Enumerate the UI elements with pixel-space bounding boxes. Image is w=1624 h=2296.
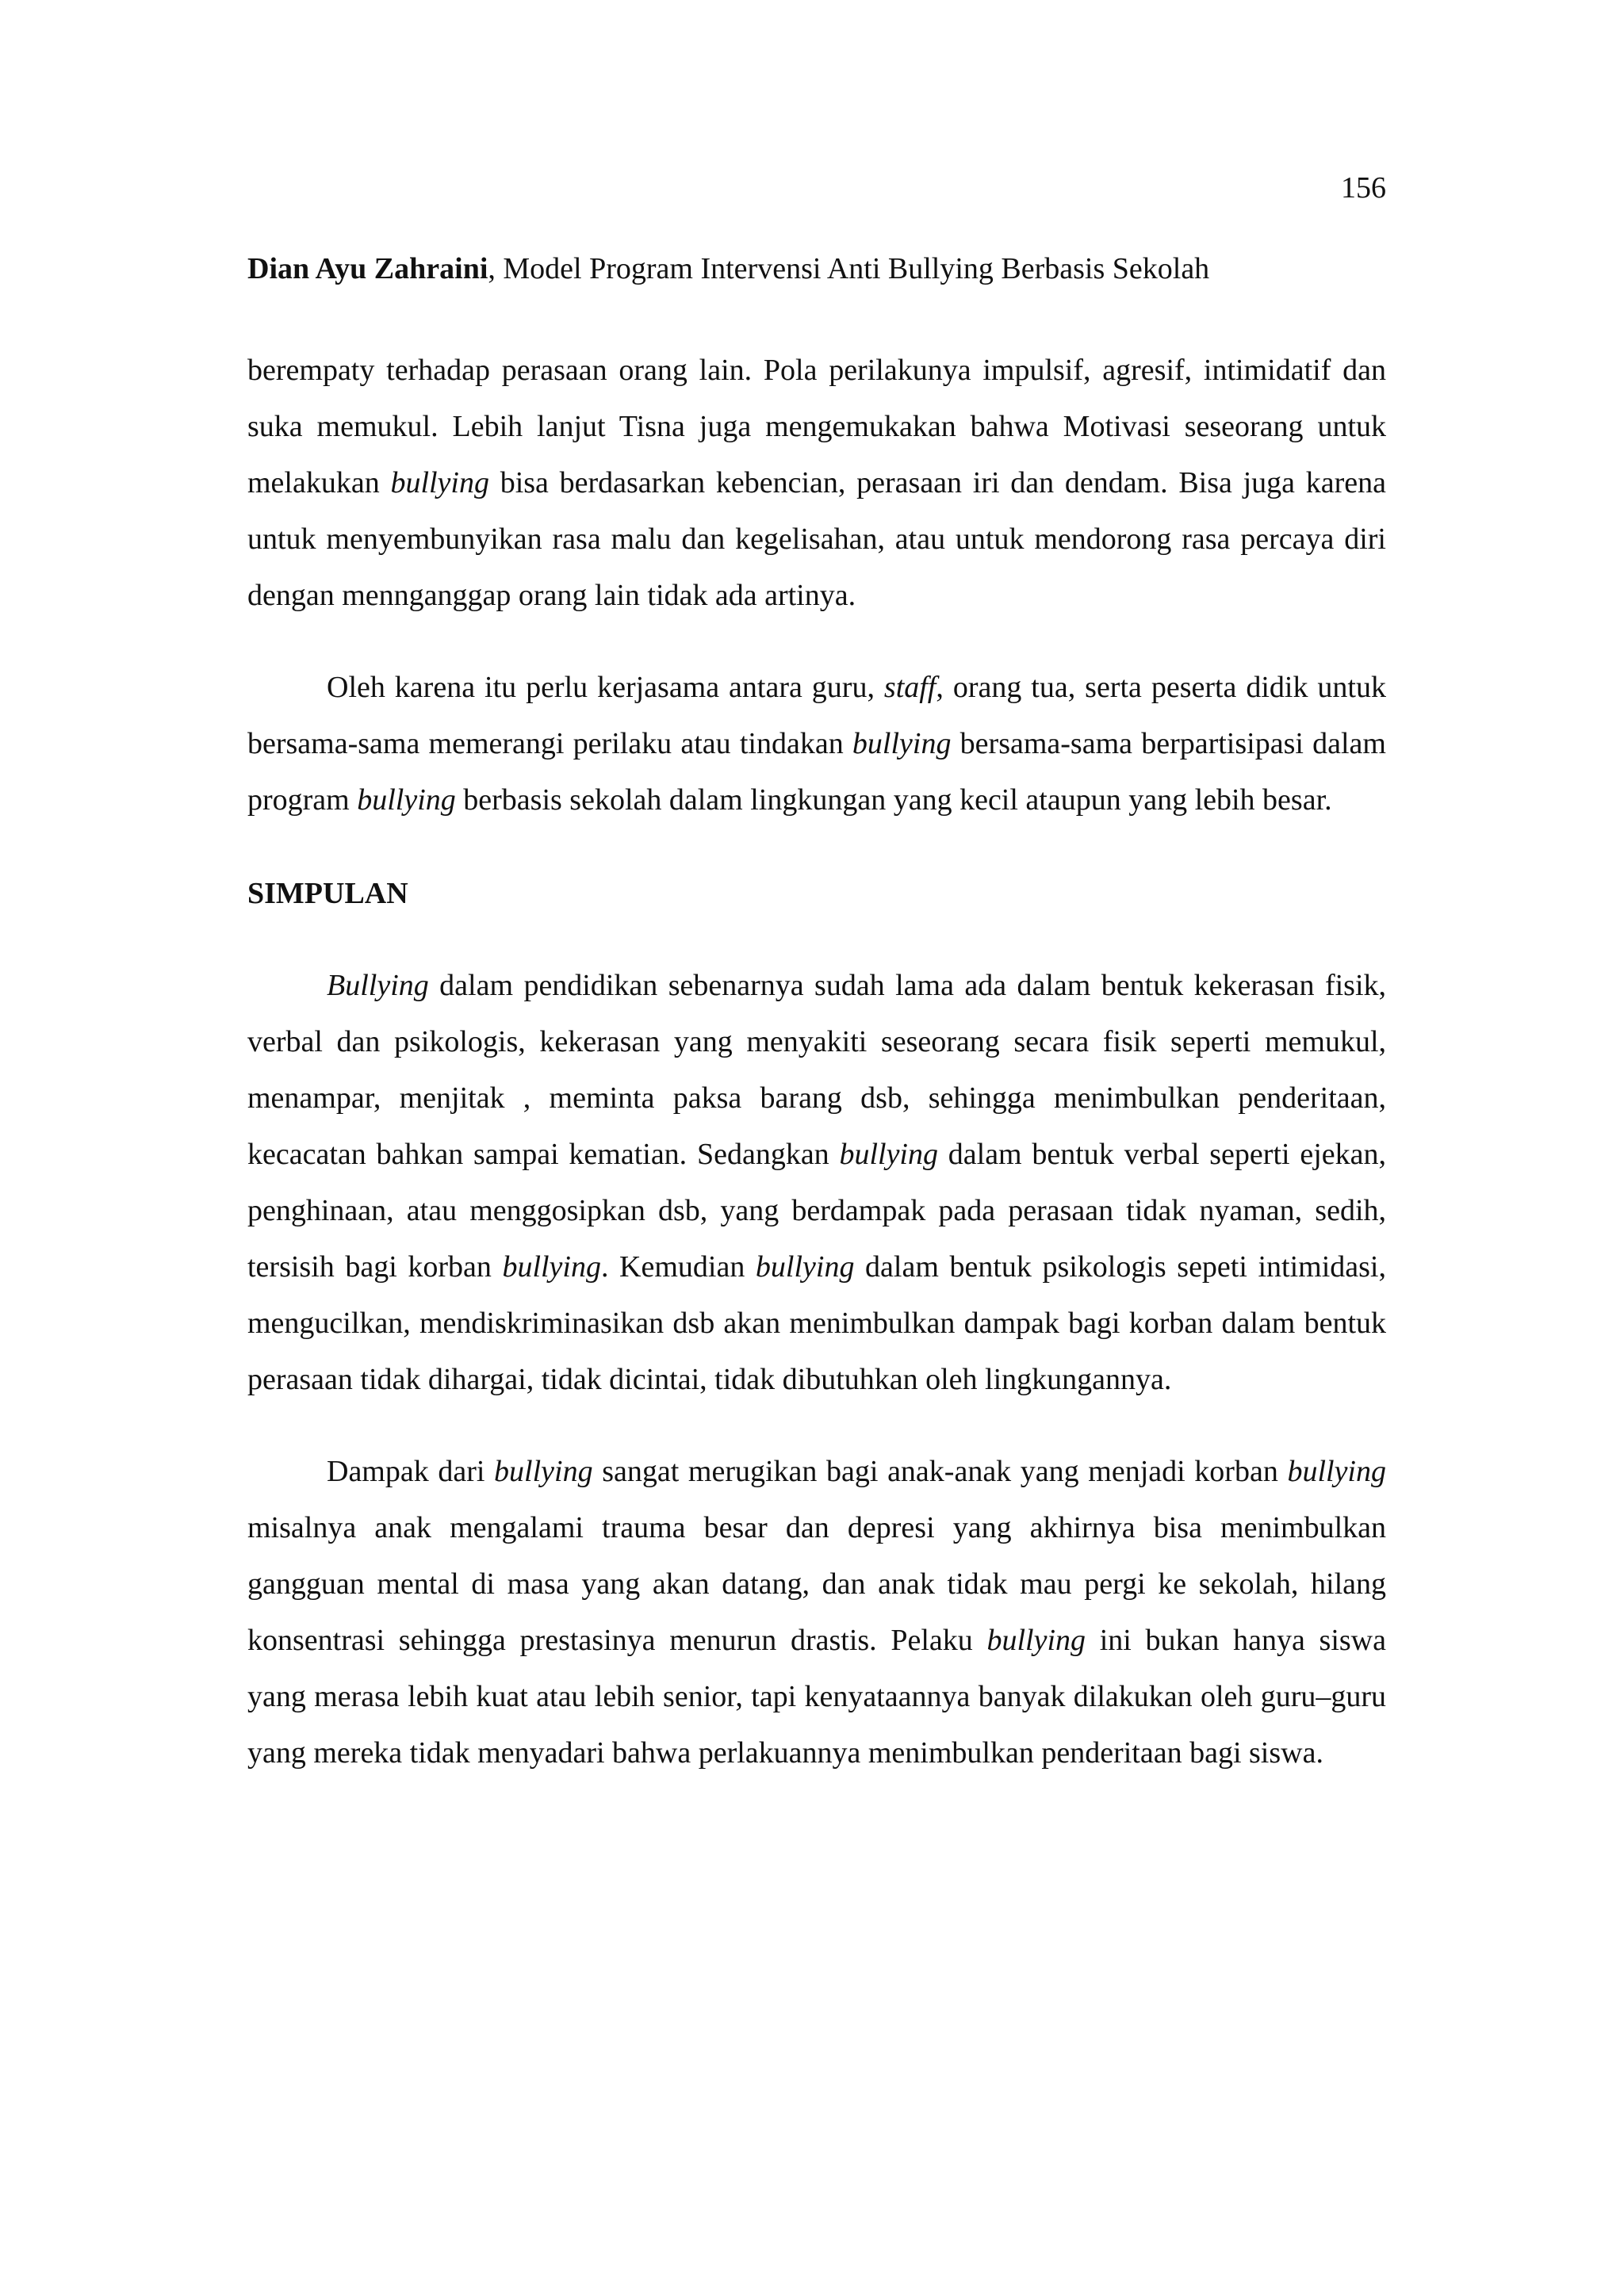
header-title: , Model Program Intervensi Anti Bullying Berbasis Sekolah <box>488 252 1210 285</box>
text-run: dalam bentuk psikologis sepeti intimidasi, mengucilkan, mendiskriminasikan dsb akan menimbulkan dampak bagi korban dalam bentuk perasaan tidak dihargai, tidak dicintai, tidak dibutuhkan oleh lingkungannya. <box>247 1250 1386 1396</box>
italic-term: bullying <box>986 1624 1086 1657</box>
paragraph-4 <box>247 1444 1386 1781</box>
italic-term: bullying <box>852 727 952 760</box>
text-run: bisa berdasarkan kebencian, perasaan iri dan dendam. Bisa juga karena untuk menyembunyikan rasa malu dan kegelisahan, atau untuk mendorong rasa percaya diri dengan mennganggap orang lain tidak ada artinya. <box>247 466 1386 612</box>
text-run: ini bukan hanya siswa yang merasa lebih kuat atau lebih senior, tapi kenyataannya banyak dilakukan oleh guru–guru yang mereka tidak menyadari bahwa perlakuannya menimbulkan penderitaan bagi siswa. <box>247 1624 1386 1770</box>
text-run: Oleh karena itu perlu kerjasama antara guru, <box>327 671 884 704</box>
text-run: berbasis sekolah dalam lingkungan yang kecil ataupun yang lebih besar. <box>455 783 1332 817</box>
text-run: Dampak dari <box>327 1455 495 1488</box>
italic-term: bullying <box>357 783 456 817</box>
article-body <box>247 342 1386 1781</box>
running-header <box>247 254 1386 284</box>
page-number: 156 <box>1341 171 1386 205</box>
text-run: , orang tua, serta peserta didik untuk bersama-sama memerangi perilaku atau tindakan <box>247 671 1386 760</box>
text-run: dalam bentuk verbal seperti ejekan, penghinaan, atau menggosipkan dsb, yang berdampak pada perasaan tidak nyaman, sedih, tersisih bagi korban <box>247 1138 1386 1284</box>
italic-term: bullying <box>1287 1455 1386 1488</box>
text-run: . Kemudian <box>600 1250 756 1284</box>
header-author: Dian Ayu Zahraini <box>247 252 488 285</box>
italic-term: bullying <box>494 1455 593 1488</box>
section-heading-simpulan: SIMPULAN <box>247 877 408 910</box>
italic-term: staff <box>883 671 936 704</box>
text-run: berempaty terhadap perasaan orang lain. Pola perilakunya impulsif, agresif, intimidatif dan suka memukul. Lebih lanjut Tisna juga mengemukakan bahwa Motivasi seseorang untuk melakukan <box>247 354 1386 499</box>
italic-term: Bullying <box>327 969 429 1002</box>
paragraph-1 <box>247 342 1386 624</box>
paragraph-2 <box>247 660 1386 828</box>
italic-term: bullying <box>502 1250 601 1284</box>
italic-term: bullying <box>755 1250 855 1284</box>
text-run: dalam pendidikan sebenarnya sudah lama ada dalam bentuk kekerasan fisik, verbal dan psikologis, kekerasan yang menyakiti seseorang secara fisik seperti memukul, menampar, menjitak , meminta paksa barang dsb, sehingga menimbulkan penderitaan, kecacatan bahkan sampai kematian. Sedangkan <box>247 969 1386 1171</box>
italic-term: bullying <box>390 466 489 499</box>
text-run: sangat merugikan bagi anak-anak yang menjadi korban <box>592 1455 1288 1488</box>
italic-term: bullying <box>839 1138 938 1171</box>
text-run: bersama-sama berpartisipasi dalam program <box>247 727 1386 817</box>
text-run: misalnya anak mengalami trauma besar dan depresi yang akhirnya bisa menimbulkan gangguan mental di masa yang akan datang, dan anak tidak mau pergi ke sekolah, hilang konsentrasi sehingga prestasinya menurun drastis. Pelaku <box>247 1511 1386 1657</box>
paragraph-3 <box>247 958 1386 1408</box>
